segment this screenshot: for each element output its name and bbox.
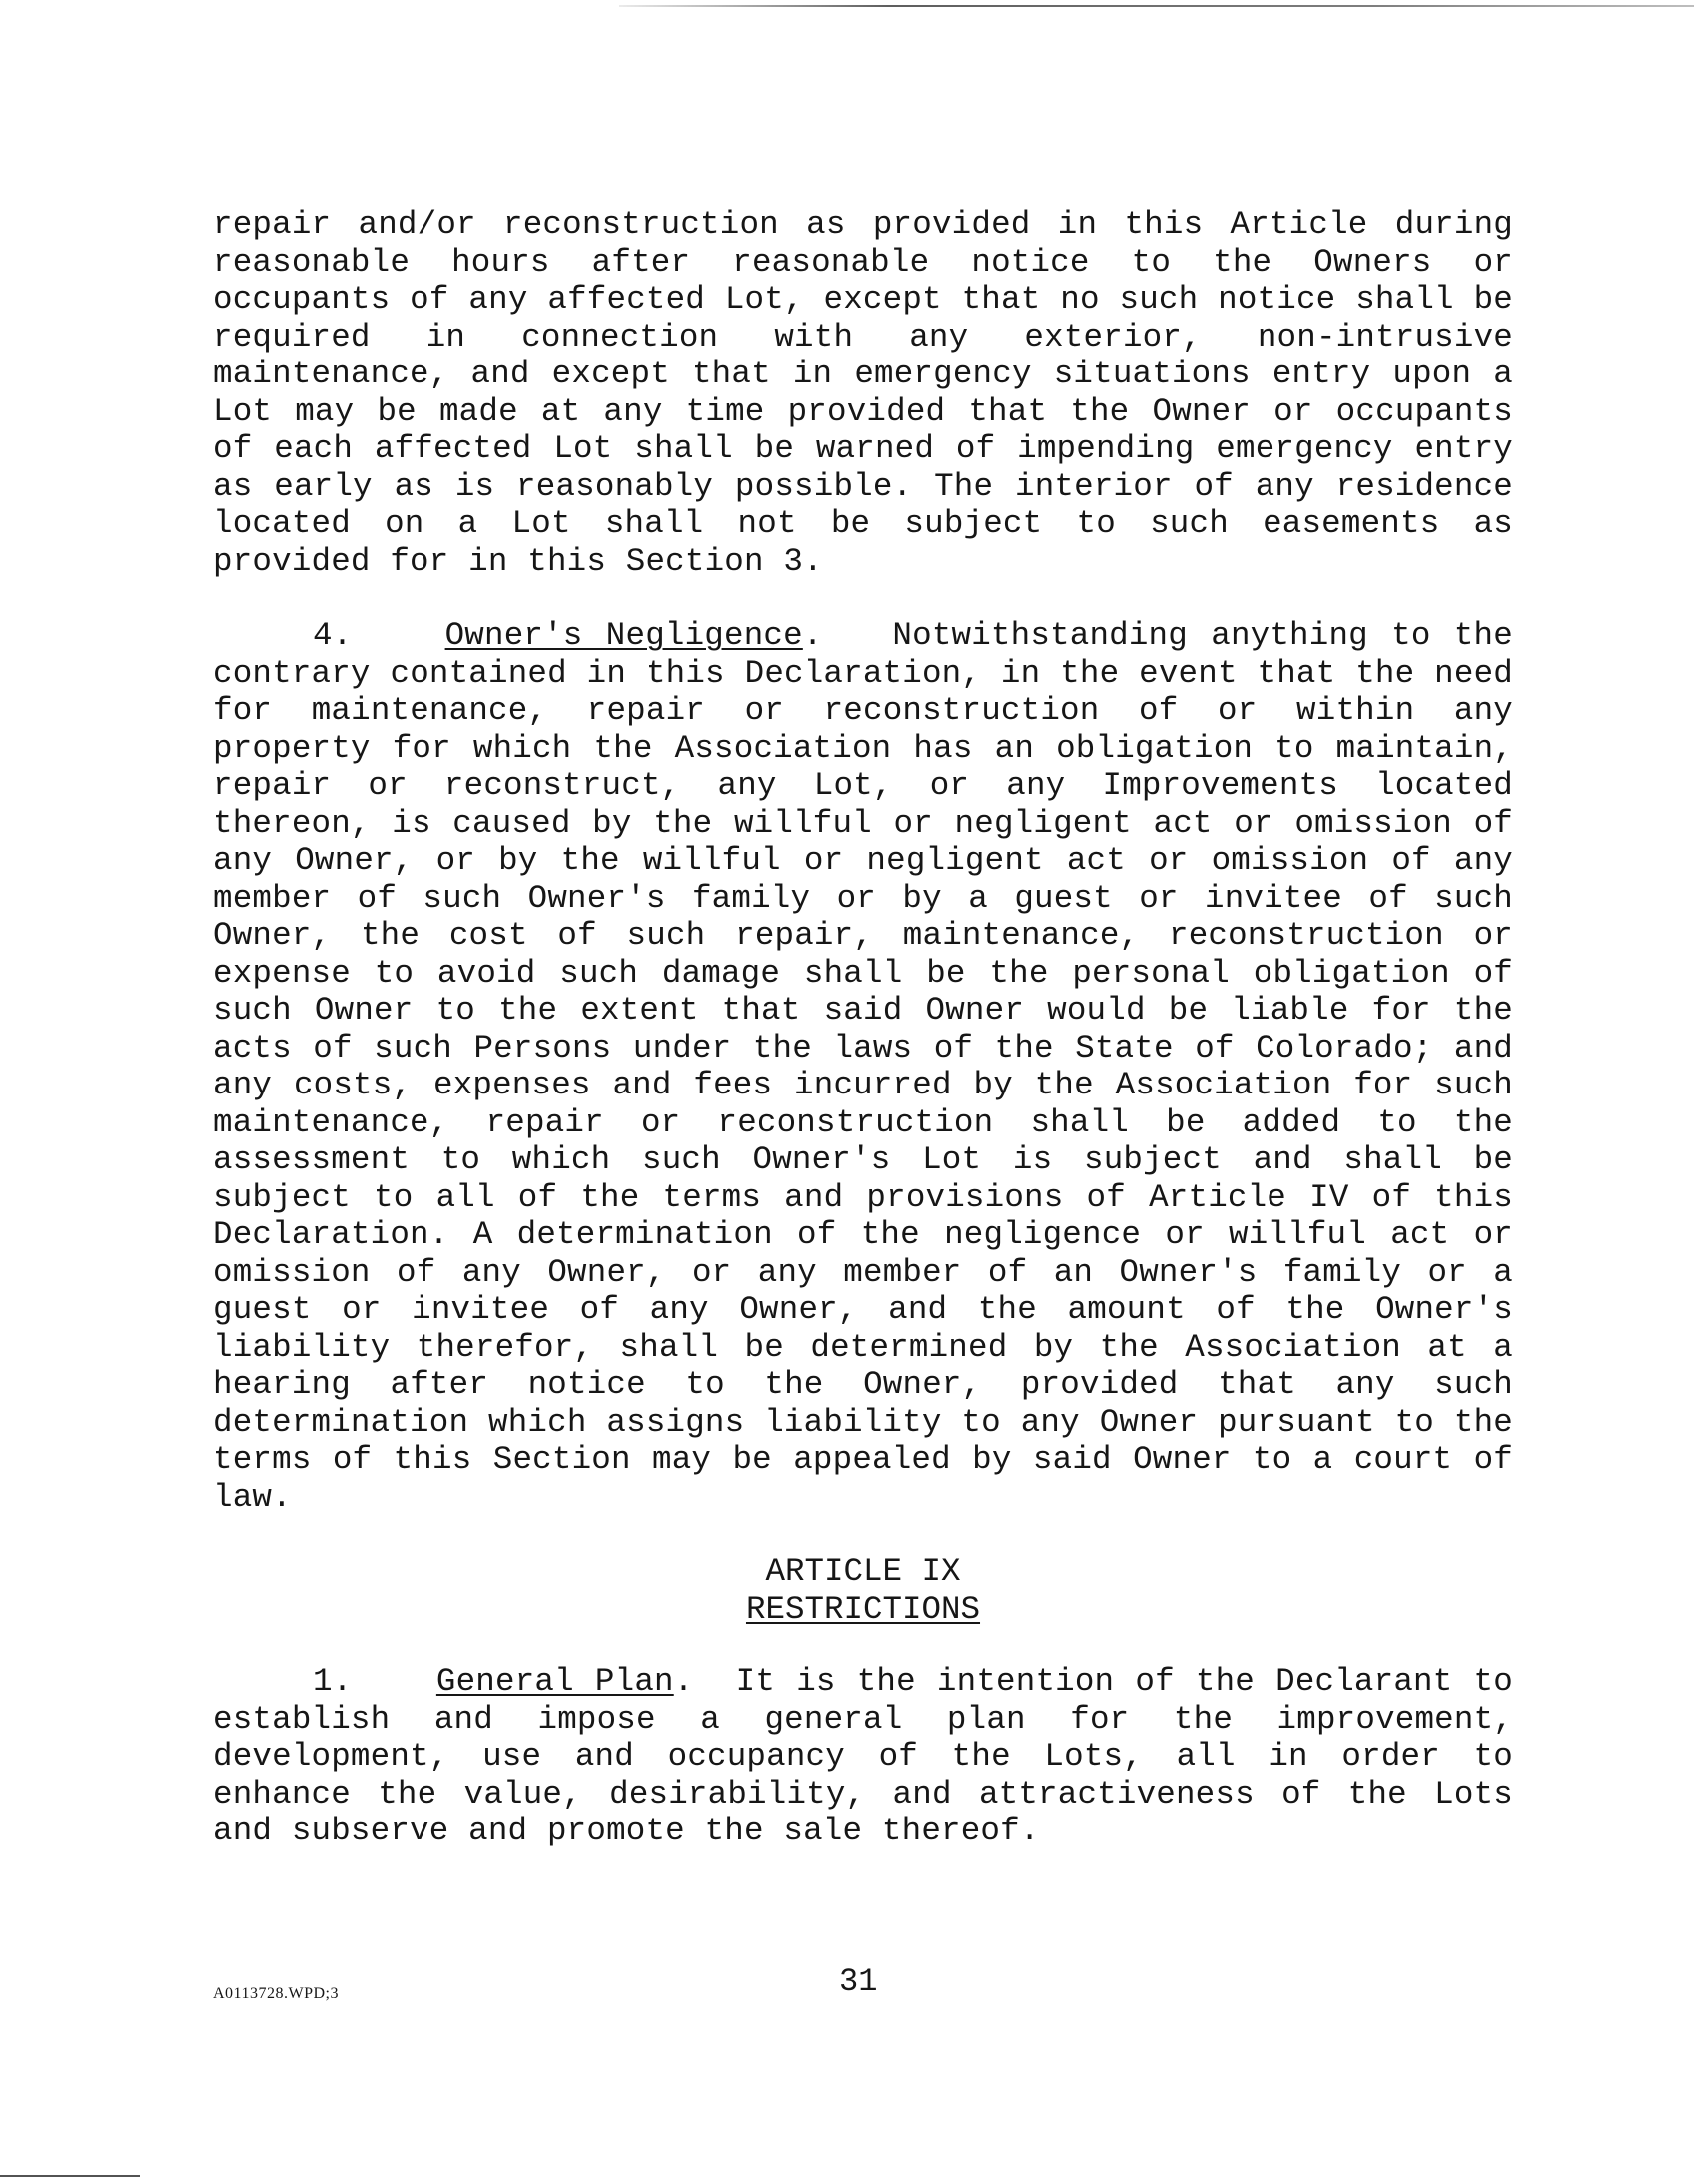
section-1-number: 1. [313,1663,353,1700]
document-reference: A0113728.WPD;3 [213,1985,339,2002]
section-1-paragraph: 1. General Plan. It is the intention of the Declarant to establish and impose a general plan for the improvement, development, use and occupancy of the Lots, all in order to enhance the value, desirability, and attractiveness of the Lots and subserve and promote the sale thereof. [213,1663,1513,1849]
document-body [213,206,1513,1850]
section-4-text: Notwithstanding anything to the contrary contained in this Declaration, in the event that the need for maintenance, repair or reconstruction of or within any property for which the Association has an obligation to maintain, repair or reconstruct, any Lot, or any Improvements located thereon, is caused by the willful or negligent act or omission of any Owner, or by the willful or negligent act or omission of any member of such Owner's family or by a guest or invitee of such Owner, the cost of such repair, maintenance, reconstruction or expense to avoid such damage shall be the personal obligation of such Owner to the extent that said Owner would be liable for the acts of such Persons under the laws of the State of Colorado; and any costs, expenses and fees incurred by the Association for such maintenance, repair or reconstruction shall be added to the assessment to which such Owner's Lot is subject and shall be subject to all of the terms and provisions of Article IV of this Declaration. A determination of the negligence or willful act or omission of any Owner, or any member of an Owner's family or a guest or invitee of any Owner, and the amount of the Owner's liability therefor, shall be determined by the Association at a hearing after notice to the Owner, provided that any such determination which assigns liability to any Owner pursuant to the terms of this Section may be appealed by said Owner to a court of law. [213,617,1513,1516]
page-number: 31 [839,1963,878,2000]
section-4-paragraph: 4. Owner's Negligence. Notwithstanding anything to the contrary contained in this Declaration, in the event that the need for maintenance, repair or reconstruction of or within any property for which the Association has an obligation to maintain, repair or reconstruct, any Lot, or any Improvements located thereon, is caused by the willful or negligent act or omission of any Owner, or by the willful or negligent act or omission of any member of such Owner's family or by a guest or invitee of such Owner, the cost of such repair, maintenance, reconstruction or expense to avoid such damage shall be the personal obligation of such Owner to the extent that said Owner would be liable for the acts of such Persons under the laws of the State of Colorado; and any costs, expenses and fees incurred by the Association for such maintenance, repair or reconstruction shall be added to the assessment to which such Owner's Lot is subject and shall be subject to all of the terms and provisions of Article IV of this Declaration. A determination of the negligence or willful act or omission of any Owner, or any member of an Owner's family or a guest or invitee of any Owner, and the amount of the Owner's liability therefor, shall be determined by the Association at a hearing after notice to the Owner, provided that any such determination which assigns liability to any Owner pursuant to the terms of this Section may be appealed by said Owner to a court of law. [213,617,1513,1516]
section-1-text: It is the intention of the Declarant to establish and impose a general plan for the improvement, development, use and occupancy of the Lots, all in order to enhance the value, desirability, and attractiveness of the Lots and subserve and promote the sale thereof. [213,1663,1513,1849]
paragraph-continuation: repair and/or reconstruction as provided in this Article during reasonable hours after reasonable notice to the Owners or occupants of any affected Lot, except that no such notice shall be required in connection with any exterior, non-intrusive maintenance, and except that in emergency situations entry upon a Lot may be made at any time provided that the Owner or occupants of each affected Lot shall be warned of impending emergency entry as early as is reasonably possible. The interior of any residence located on a Lot shall not be subject to such easements as provided for in this Section 3. [213,206,1513,580]
section-4-heading: Owner's Negligence [444,617,803,654]
article-title: RESTRICTIONS [745,1590,981,1628]
scan-artifact-bottom [0,2175,140,2177]
section-1-heading: General Plan [435,1663,674,1700]
section-4-number: 4. [313,617,353,654]
scan-artifact-top [619,5,1694,7]
article-number: ARTICLE IX [765,1553,961,1590]
article-heading [213,1553,1513,1628]
